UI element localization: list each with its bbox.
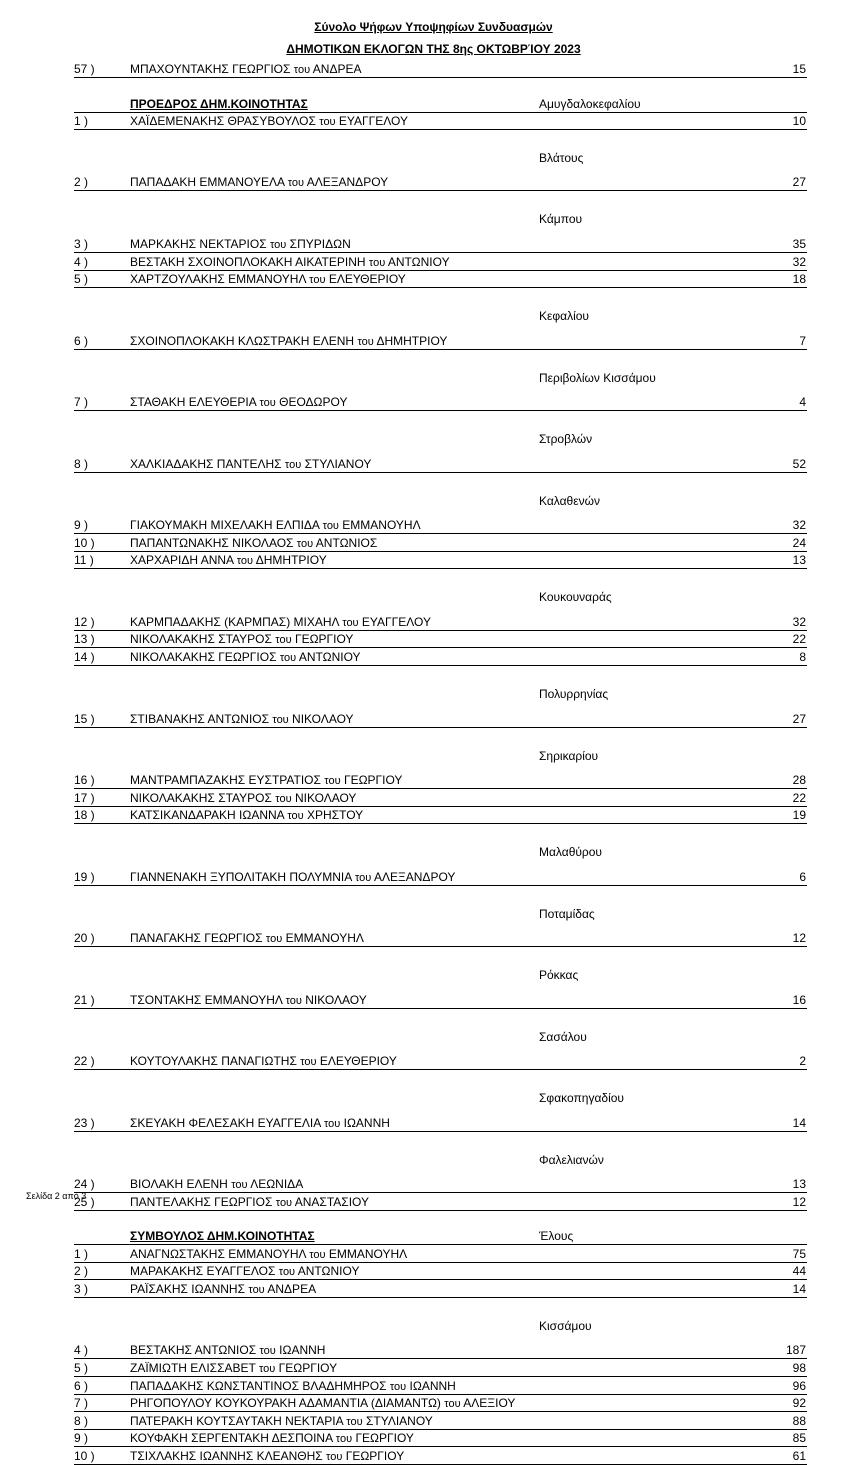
candidate-row (74, 632, 807, 648)
candidate-name (130, 870, 455, 886)
relation-word: του (236, 555, 254, 568)
vote-count: 32 (792, 254, 806, 269)
relation-word: του (309, 1248, 326, 1261)
candidate-name (130, 1264, 359, 1280)
village-heading: Κεφαλίου (539, 309, 589, 324)
relation-word: του (354, 871, 372, 884)
candidate-row (74, 1195, 807, 1211)
candidate-name (130, 1414, 433, 1430)
candidate-name (130, 632, 353, 648)
candidate-row (74, 1247, 807, 1263)
candidate-name (130, 1431, 414, 1447)
village-heading: Σασάλου (539, 1029, 587, 1044)
candidate-name (130, 553, 327, 569)
candidate-name (130, 1282, 316, 1298)
candidate-number: 19 ) (74, 869, 95, 884)
candidate-name (130, 237, 351, 253)
candidate-number: 7 ) (74, 395, 89, 410)
parent-name: ΓΕΩΡΓΙΟΥ (343, 773, 403, 787)
relation-word: του (248, 1283, 265, 1296)
parent-name: ΑΝΤΩΝΙΟΥ (297, 1264, 360, 1279)
parent-name: ΓΕΩΡΓΙΟΥ (278, 1361, 338, 1375)
candidate-name (130, 1343, 325, 1359)
candidate-fullname: ΠΑΝΑΓΑΚΗΣ ΓΕΩΡΓΙΟΣ (130, 931, 263, 946)
relation-word: του (326, 1451, 343, 1463)
candidate-row (74, 712, 807, 728)
candidate-fullname: ΜΠΑΧΟΥΝΤΑΚΗΣ ΓΕΩΡΓΙΟΣ (130, 62, 291, 76)
relation-word: του (309, 274, 326, 287)
parent-name: ΑΝΑΣΤΑΣΙΟΥ (294, 1194, 369, 1209)
candidate-row (74, 1282, 807, 1298)
vote-count: 32 (792, 614, 806, 629)
candidate-fullname: ΧΑΛΚΙΑΔΑΚΗΣ ΠΑΝΤΕΛΗΣ (130, 456, 282, 471)
candidate-fullname: ΚΟΥΦΑΚΗ ΣΕΡΓΕΝΤΑΚΗ ΔΕΣΠΟΙΝΑ (130, 1431, 333, 1446)
candidate-fullname: ΚΑΤΣΙΚΑΝΔΑΡΑΚΗ ΙΩΑΝΝΑ (130, 808, 284, 823)
candidate-row (74, 615, 807, 631)
candidate-name (130, 1379, 456, 1395)
candidate-row (74, 62, 807, 78)
vote-count: 12 (792, 931, 806, 946)
candidate-number: 7 ) (74, 1396, 89, 1411)
relation-word: του (259, 397, 276, 410)
village-heading: Αμυγδαλοκεφαλίου (539, 96, 641, 111)
candidate-number: 6 ) (74, 333, 89, 348)
parent-name: ΕΜΜΑΝΟΥΗΛ (285, 931, 364, 946)
candidate-fullname: ΓΙΑΚΟΥΜΑΚΗ ΜΙΧΕΛΑΚΗ ΕΛΠΙΔΑ (130, 518, 320, 533)
vote-count: 85 (792, 1431, 806, 1446)
parent-name: ΑΝΔΡΕΑ (267, 1281, 317, 1296)
section-title: ΠΡΟΕΔΡΟΣ ΔΗΜ.ΚΟΙΝΟΤΗΤΑΣ (130, 96, 308, 111)
parent-name: ΑΝΤΩΝΙΟΥ (298, 650, 361, 664)
parent-name: ΓΕΩΡΓΙΟΥ (355, 1431, 414, 1446)
candidate-fullname: ΠΑΠΑΝΤΩΝΑΚΗΣ ΝΙΚΟΛΑΟΣ (130, 535, 294, 550)
candidate-row (74, 1343, 807, 1359)
vote-count: 187 (785, 1343, 806, 1358)
candidate-row (74, 237, 807, 253)
candidate-row (74, 650, 807, 666)
candidate-number: 1 ) (74, 113, 89, 128)
candidate-row (74, 175, 807, 191)
parent-name: ΕΥΑΓΓΕΛΟΥ (361, 614, 431, 629)
candidate-number: 12 ) (74, 614, 95, 629)
candidate-fullname: ΠΑΤΕΡΑΚΗ ΚΟΥΤΣΑΥΤΑΚΗ ΝΕΚΤΑΡΙΑ (130, 1413, 343, 1428)
candidate-fullname: ΧΑΡΧΑΡΙΔΗ ΑΝΝΑ (130, 553, 234, 568)
vote-count: 75 (792, 1246, 806, 1261)
vote-count: 12 (792, 1194, 806, 1209)
vote-count: 6 (799, 869, 806, 884)
vote-count: 98 (792, 1361, 806, 1375)
candidate-number: 16 ) (74, 773, 95, 787)
village-heading: Σηρικαρίου (539, 748, 599, 763)
vote-count: 2 (799, 1054, 806, 1069)
candidate-number: 6 ) (74, 1378, 89, 1393)
candidate-row (74, 1264, 807, 1280)
candidate-row (74, 1116, 807, 1132)
candidate-number: 21 ) (74, 992, 95, 1007)
candidate-row (74, 791, 807, 807)
village-heading: Έλους (539, 1229, 574, 1244)
vote-count: 61 (792, 1449, 806, 1463)
candidate-name (130, 650, 361, 666)
vote-count: 96 (792, 1378, 806, 1393)
candidate-number: 8 ) (74, 456, 89, 471)
parent-name: ΑΝΤΩΝΙΟΥ (387, 254, 450, 269)
vote-count: 14 (792, 1115, 806, 1130)
relation-word: του (335, 1433, 353, 1446)
candidate-fullname: ΜΑΡΑΚΑΚΗΣ ΕΥΑΓΓΕΛΟΣ (130, 1264, 276, 1279)
candidate-name (130, 1361, 337, 1377)
candidate-row (74, 1431, 807, 1447)
candidate-name (130, 114, 408, 130)
candidate-name (130, 1054, 397, 1070)
candidate-fullname: ΡΑΪΣΑΚΗΣ ΙΩΑΝΝΗΣ (130, 1281, 246, 1296)
candidate-row (74, 536, 807, 552)
document-title: Σύνολο Ψήφων Υποψηφίων Συνδυασμών (314, 20, 553, 34)
candidate-number: 18 ) (74, 808, 95, 823)
candidate-name (130, 395, 348, 411)
candidate-row (74, 1396, 807, 1412)
candidate-number: 1 ) (74, 1246, 89, 1261)
parent-name: ΔΗΜΗΤΡΙΟΥ (376, 333, 448, 348)
vote-count: 19 (792, 808, 806, 823)
relation-word: του (278, 1266, 296, 1279)
candidate-name (130, 1247, 407, 1263)
candidate-number: 23 ) (74, 1115, 95, 1130)
candidate-fullname: ΝΙΚΟΛΑΚΑΚΗΣ ΣΤΑΥΡΟΣ (130, 790, 272, 805)
vote-count: 88 (792, 1413, 806, 1428)
relation-word: του (300, 1056, 317, 1069)
vote-count: 24 (792, 535, 806, 550)
parent-name: ΕΥΑΓΓΕΛΟΥ (338, 113, 408, 128)
candidate-name (130, 457, 371, 473)
candidate-name (130, 1177, 303, 1193)
vote-count: 10 (792, 113, 806, 128)
village-heading: Κισσάμου (539, 1318, 592, 1333)
candidate-row (74, 931, 807, 947)
candidate-row (74, 457, 807, 473)
relation-word: του (279, 652, 297, 664)
candidate-name (130, 255, 450, 271)
relation-word: του (346, 1415, 363, 1428)
relation-word: του (258, 1363, 276, 1375)
candidate-row (74, 773, 807, 789)
parent-name: ΕΜΜΑΝΟΥΗΛ (328, 1246, 408, 1261)
candidate-fullname: ΣΤΙΒΑΝΑΚΗΣ ΑΝΤΩΝΙΟΣ (130, 711, 270, 726)
village-heading: Μαλαθύρου (539, 845, 602, 860)
parent-name: ΓΕΩΡΓΙΟΥ (345, 1449, 405, 1463)
vote-count: 35 (792, 236, 806, 251)
vote-count: 32 (792, 518, 806, 533)
vote-count: 27 (792, 711, 806, 726)
parent-name: ΘΕΟΔΩΡΟΥ (279, 395, 348, 410)
candidate-row (74, 1379, 807, 1395)
candidate-fullname: ΚΟΥΤΟΥΛΑΚΗΣ ΠΑΝΑΓΙΩΤΗΣ (130, 1054, 297, 1069)
section-header (74, 97, 807, 113)
vote-count: 16 (792, 992, 806, 1007)
village-heading: Σφακοπηγαδίου (539, 1091, 624, 1106)
vote-count: 4 (799, 395, 806, 410)
candidate-fullname: ΜΑΝΤΡΑΜΠΑΖΑΚΗΣ ΕΥΣΤΡΑΤΙΟΣ (130, 773, 321, 787)
parent-name: ΛΕΩΝΙΔΑ (250, 1177, 304, 1192)
village-heading: Ποταμίδας (539, 906, 595, 921)
candidate-row (74, 1414, 807, 1430)
vote-count: 27 (792, 175, 806, 190)
relation-word: του (293, 64, 311, 76)
village-heading: Φαλελιανών (539, 1152, 604, 1167)
candidate-fullname: ΑΝΑΓΝΩΣΤΑΚΗΣ ΕΜΜΑΝΟΥΗΛ (130, 1246, 306, 1261)
candidate-number: 2 ) (74, 175, 89, 190)
parent-name: ΕΛΕΥΘΕΡΙΟΥ (328, 272, 406, 287)
candidate-name (130, 518, 421, 534)
candidate-fullname: ΧΑΡΤΖΟΥΛΑΚΗΣ ΕΜΜΑΝΟΥΗΛ (130, 272, 306, 287)
relation-word: του (296, 537, 314, 550)
relation-word: του (322, 520, 339, 533)
candidate-fullname: ΚΑΡΜΠΑΔΑΚΗΣ (ΚΑΡΜΠΑΣ) ΜΙΧΑΗΛ (130, 614, 339, 629)
candidate-row (74, 553, 807, 569)
vote-count: 92 (792, 1396, 806, 1411)
relation-word: του (389, 1380, 407, 1393)
vote-count: 22 (792, 790, 806, 805)
parent-name: ΑΛΕΞΙΟΥ (463, 1396, 516, 1411)
candidate-number: 20 ) (74, 931, 95, 946)
candidate-number: 22 ) (74, 1054, 95, 1069)
relation-word: του (269, 238, 287, 251)
candidate-fullname: ΖΑΪΜΙΩΤΗ ΕΛΙΣΣΑΒΕΤ (130, 1361, 256, 1375)
candidate-fullname: ΣΤΑΘΑΚΗ ΕΛΕΥΘΕΡΙΑ (130, 395, 257, 410)
parent-name: ΝΙΚΟΛΑΟΥ (294, 790, 357, 805)
candidate-name (130, 615, 431, 631)
parent-name: ΙΩΑΝΝΗ (409, 1378, 456, 1393)
relation-word: του (287, 810, 304, 823)
candidate-fullname: ΝΙΚΟΛΑΚΑΚΗΣ ΓΕΩΡΓΙΟΣ (130, 650, 277, 664)
candidate-row (74, 808, 807, 824)
parent-name: ΔΗΜΗΤΡΙΟΥ (255, 553, 327, 568)
candidate-number: 15 ) (74, 711, 95, 726)
candidate-name (130, 536, 377, 552)
village-heading: Πολυρρηνίας (539, 687, 609, 701)
candidate-row (74, 518, 807, 534)
candidate-fullname: ΒΕΣΤΑΚΗ ΣΧΟΙΝΟΠΛΟΚΑΚΗ ΑΙΚΑΤΕΡΙΝΗ (130, 254, 366, 269)
candidate-row (74, 1361, 807, 1377)
candidate-number: 17 ) (74, 790, 95, 805)
candidate-number: 24 ) (74, 1177, 95, 1192)
village-heading: Ρόκκας (539, 968, 579, 983)
candidate-name (130, 62, 361, 78)
parent-name: ΑΛΕΞΑΝΔΡΟΥ (306, 175, 389, 190)
relation-word: του (357, 335, 374, 348)
candidate-fullname: ΣΧΟΙΝΟΠΛΟΚΑΚΗ ΚΛΩΣΤΡΑΚΗ ΕΛΕΝΗ (130, 333, 355, 348)
candidate-row (74, 255, 807, 271)
page-footer: Σελίδα 2 από 3 (26, 1191, 87, 1201)
candidate-fullname: ΧΑΪΔΕΜΕΝΑΚΗΣ ΘΡΑΣΥΒΟΥΛΟΣ (130, 113, 316, 128)
parent-name: ΑΝΤΩΝΙΟΣ (315, 535, 378, 550)
vote-count: 22 (792, 632, 806, 647)
candidate-number: 9 ) (74, 518, 89, 533)
candidate-row (74, 993, 807, 1009)
candidate-fullname: ΜΑΡΚΑΚΗΣ ΝΕΚΤΑΡΙΟΣ (130, 236, 267, 251)
parent-name: ΙΩΑΝΝΗ (343, 1115, 390, 1130)
candidate-row (74, 272, 807, 288)
relation-word: του (231, 1179, 248, 1192)
candidate-name (130, 712, 354, 728)
candidate-name (130, 1195, 369, 1211)
candidate-name (130, 175, 388, 191)
candidate-name (130, 791, 356, 807)
relation-word: του (287, 177, 305, 190)
candidate-row (74, 334, 807, 350)
candidate-number: 4 ) (74, 254, 89, 269)
candidate-number: 10 ) (74, 1449, 95, 1463)
candidate-fullname: ΒΙΟΛΑΚΗ ΕΛΕΝΗ (130, 1177, 228, 1192)
village-heading: Στροβλών (539, 432, 593, 447)
village-heading: Περιβολίων Κισσάμου (539, 370, 656, 385)
candidate-number: 8 ) (74, 1413, 89, 1428)
candidate-number: 14 ) (74, 650, 95, 664)
vote-count: 13 (792, 1177, 806, 1192)
candidate-name (130, 1116, 390, 1132)
candidate-fullname: ΒΕΣΤΑΚΗΣ ΑΝΤΩΝΙΟΣ (130, 1343, 257, 1358)
relation-word: του (324, 775, 341, 787)
candidate-number: 5 ) (74, 1361, 89, 1375)
village-heading: Κάμπου (539, 212, 583, 227)
candidate-number: 13 ) (74, 632, 95, 647)
document-subtitle: ΔΗΜΟΤΙΚΩΝ ΕΚΛΟΓΩΝ ΤΗΣ 8ης ΟΚΤΩΒΡΊΟΥ 2023 (286, 42, 581, 56)
relation-word: του (342, 616, 359, 629)
candidate-fullname: ΣΚΕΥΑΚΗ ΦΕΛΕΣΑΚΗ ΕΥΑΓΓΕΛΙΑ (130, 1115, 321, 1130)
parent-name: ΝΙΚΟΛΑΟΥ (292, 711, 354, 726)
relation-word: του (444, 1398, 461, 1411)
vote-count: 8 (799, 650, 806, 664)
parent-name: ΣΤΥΛΙΑΝΟΥ (304, 456, 372, 471)
parent-name: ΑΛΕΞΑΝΔΡΟΥ (373, 869, 456, 884)
vote-count: 28 (792, 773, 806, 787)
parent-name: ΣΤΥΛΙΑΝΟΥ (365, 1413, 433, 1428)
village-heading: Καλαθενών (539, 493, 600, 508)
candidate-number: 4 ) (74, 1343, 89, 1358)
candidate-name (130, 1449, 404, 1465)
candidate-name (130, 931, 364, 947)
candidate-row (74, 395, 807, 411)
candidate-row (74, 870, 807, 886)
candidate-name (130, 334, 447, 350)
relation-word: του (284, 458, 302, 471)
candidate-number: 2 ) (74, 1264, 89, 1279)
candidate-row (74, 1449, 807, 1465)
relation-word: του (323, 1117, 341, 1130)
parent-name: ΧΡΗΣΤΟΥ (307, 808, 364, 823)
candidate-fullname: ΝΙΚΟΛΑΚΑΚΗΣ ΣΤΑΥΡΟΣ (130, 632, 272, 647)
parent-name: ΣΠΥΡΙΔΩΝ (289, 236, 351, 251)
candidate-fullname: ΤΣΟΝΤΑΚΗΣ ΕΜΜΑΝΟΥΗΛ (130, 992, 283, 1007)
candidate-fullname: ΠΑΝΤΕΛΑΚΗΣ ΓΕΩΡΓΙΟΣ (130, 1194, 273, 1209)
vote-count: 13 (792, 553, 806, 568)
candidate-name (130, 272, 406, 288)
village-heading: Κουκουναράς (539, 590, 612, 605)
candidate-name (130, 1396, 515, 1412)
village-heading: Βλάτους (539, 150, 584, 165)
vote-count: 15 (792, 62, 806, 76)
vote-count: 52 (792, 456, 806, 471)
relation-word: του (275, 1196, 293, 1209)
parent-name: ΓΕΩΡΓΙΟΥ (294, 632, 354, 647)
parent-name: ΕΜΜΑΝΟΥΗΛ (342, 518, 421, 533)
parent-name: ΑΝΔΡΕΑ (312, 62, 362, 76)
vote-count: 44 (792, 1264, 806, 1279)
candidate-fullname: ΠΑΠΑΔΑΚΗΣ ΚΩΝΣΤΑΝΤΙΝΟΣ ΒΛΑΔΗΜΗΡΟΣ (130, 1378, 387, 1393)
candidate-row (74, 114, 807, 130)
candidate-number: 57 ) (74, 62, 95, 76)
relation-word: του (272, 713, 289, 726)
vote-count: 14 (792, 1281, 806, 1296)
relation-word: του (259, 1345, 276, 1358)
candidate-fullname: ΓΙΑΝΝΕΝΑΚΗ ΞΥΠΟΛΙΤΑΚΗ ΠΟΛΥΜΝΙΑ (130, 869, 352, 884)
parent-name: ΙΩΑΝΝΗ (279, 1343, 326, 1358)
relation-word: του (265, 933, 283, 946)
candidate-row (74, 1054, 807, 1070)
section-title: ΣΥΜΒΟΥΛΟΣ ΔΗΜ.ΚΟΙΝΟΤΗΤΑΣ (130, 1229, 315, 1244)
relation-word: του (275, 634, 292, 647)
candidate-number: 11 ) (74, 553, 94, 568)
candidate-name (130, 993, 367, 1009)
candidate-fullname: ΠΑΠΑΔΑΚΗ ΕΜΜΑΝΟΥΕΛΑ (130, 175, 285, 190)
candidate-fullname: ΤΣΙΧΛΑΚΗΣ ΙΩΑΝΝΗΣ ΚΛΕΑΝΘΗΣ (130, 1449, 323, 1463)
candidate-row (74, 1177, 807, 1193)
relation-word: του (368, 256, 386, 269)
parent-name: ΝΙΚΟΛΑΟΥ (305, 992, 367, 1007)
candidate-name (130, 808, 363, 824)
vote-count: 18 (792, 272, 806, 287)
candidate-number: 10 ) (74, 535, 95, 550)
relation-word: του (319, 115, 336, 128)
vote-count: 7 (799, 333, 806, 348)
candidate-number: 25 ) (74, 1194, 95, 1209)
candidate-fullname: ΡΗΓΟΠΟΥΛΟΥ ΚΟΥΚΟΥΡΑΚΗ ΑΔΑΜΑΝΤΙΑ (ΔΙΑΜΑΝΤΩ) (130, 1396, 441, 1411)
parent-name: ΕΛΕΥΘΕΡΙΟΥ (319, 1054, 397, 1069)
relation-word: του (275, 792, 292, 805)
relation-word: του (285, 994, 302, 1007)
candidate-number: 3 ) (74, 1281, 89, 1296)
candidate-number: 9 ) (74, 1431, 89, 1446)
candidate-number: 5 ) (74, 272, 89, 287)
section-header (74, 1229, 807, 1245)
candidate-name (130, 773, 402, 789)
candidate-number: 3 ) (74, 236, 89, 251)
